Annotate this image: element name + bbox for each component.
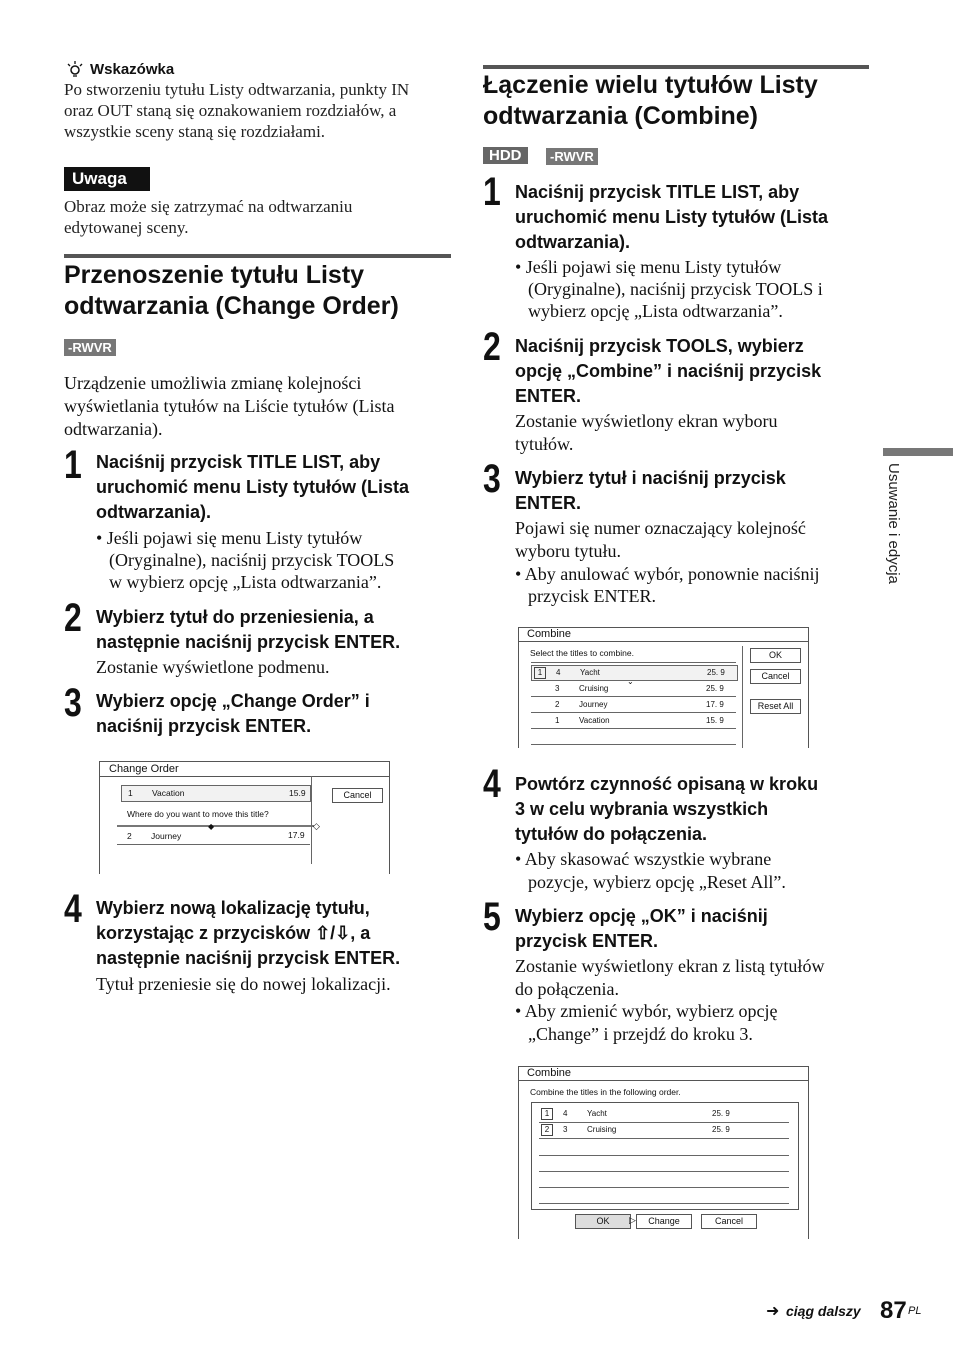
step-title: naciśnij przycisk ENTER.	[96, 716, 312, 736]
title-row[interactable]	[539, 1107, 789, 1123]
title-row[interactable]	[531, 697, 736, 713]
page-language: PL	[908, 1305, 922, 1317]
row-number: 2	[555, 700, 560, 709]
step-title: Naciśnij przycisk TITLE LIST, aby	[96, 452, 381, 472]
row-duration: 15.9	[289, 788, 306, 798]
bullet-line: • Aby skasować wszystkie wybrane	[515, 849, 772, 869]
page-number: 87	[880, 1297, 907, 1324]
tip-line: oraz OUT staną się oznakowaniem rozdziałów, a	[64, 101, 397, 120]
step-number: 1	[483, 170, 501, 214]
row-divider	[117, 844, 310, 845]
bullet-line: (Oryginalne), naciśnij przycisk TOOLS i	[528, 279, 823, 299]
move-question: Where do you want to move this title?	[127, 809, 269, 819]
combine-select-screen	[518, 627, 809, 748]
row-number: 3	[555, 684, 560, 693]
step-title: korzystając z przycisków ⇧/⇩, a	[96, 923, 371, 943]
step-number: 1	[64, 443, 82, 487]
step-body: Tytuł przeniesie się do nowej lokalizacji.	[96, 974, 391, 994]
instruction-text: Combine the titles in the following order.	[530, 1087, 681, 1097]
step-title: ENTER.	[515, 386, 582, 406]
step-title: Wybierz tytuł i naciśnij przycisk	[515, 468, 786, 488]
screen-title: Change Order	[109, 763, 179, 775]
step-number: 2	[483, 325, 501, 369]
step-number: 3	[483, 457, 501, 501]
step-number: 2	[64, 596, 82, 640]
section-title: odtwarzania (Change Order)	[64, 292, 399, 320]
bullet-line: w wybierz opcję „Lista odtwarzania”.	[109, 572, 382, 592]
panel-divider	[742, 646, 743, 748]
bullet-line: (Oryginalne), naciśnij przycisk TOOLS	[109, 550, 395, 570]
empty-row-line	[539, 1155, 789, 1156]
step-number: 4	[64, 887, 82, 931]
row-number: 4	[556, 668, 561, 677]
step-title: uruchomić menu Listy tytułów (Lista	[96, 477, 410, 497]
step-number: 4	[483, 762, 501, 806]
right-arrow-icon: ◇	[313, 821, 320, 831]
side-tab-label: Usuwanie i edycja	[885, 463, 902, 584]
cancel-button[interactable]: Cancel	[701, 1214, 757, 1229]
cursor-icon: ⌄	[627, 677, 634, 686]
title-row[interactable]	[121, 830, 309, 844]
row-duration: 15. 9	[706, 716, 724, 725]
continue-arrow-icon: ➜	[766, 1301, 780, 1320]
note-label: Uwaga	[64, 167, 150, 191]
section-rule	[483, 65, 869, 69]
step-body: Zostanie wyświetlony ekran wyboru	[515, 411, 778, 431]
section-rule	[64, 254, 451, 258]
step-title: 3 w celu wybrania wszystkich	[515, 799, 769, 819]
selected-title-row[interactable]	[121, 785, 311, 802]
section-title: odtwarzania (Combine)	[483, 102, 759, 130]
step-title: tytułów do połączenia.	[515, 824, 708, 844]
continued-text: ciąg dalszy	[786, 1303, 861, 1319]
bullet-line: • Aby anulować wybór, ponownie naciśnij	[515, 564, 820, 584]
step-title: odtwarzania).	[515, 232, 631, 252]
step-body: wyboru tytułu.	[515, 541, 621, 561]
row-number: 2	[127, 831, 132, 841]
intro-line: wyświetlania tytułów na Liście tytułów (Lista	[64, 396, 395, 416]
step-title: ENTER.	[515, 493, 582, 513]
insert-line	[117, 825, 314, 827]
step-title: Wybierz nową lokalizację tytułu,	[96, 898, 370, 918]
step-title: opcję „Combine” i naciśnij przycisk	[515, 361, 822, 381]
row-number: 1	[128, 788, 133, 798]
step-number: 3	[64, 681, 82, 725]
step-title: Naciśnij przycisk TOOLS, wybierz	[515, 336, 804, 356]
change-order-screen	[99, 761, 390, 874]
empty-row-line	[539, 1187, 789, 1188]
step-title: przycisk ENTER.	[515, 931, 659, 951]
screen-title: Combine	[527, 1067, 572, 1079]
row-name: Vacation	[579, 716, 610, 725]
tip-line: wszystkie sceny staną się rozdziałami.	[64, 122, 326, 141]
row-name: Yacht	[580, 668, 600, 677]
change-button[interactable]: Change	[636, 1214, 692, 1229]
panel-divider	[311, 776, 312, 864]
step-title: uruchomić menu Listy tytułów (Lista	[515, 207, 829, 227]
row-duration: 25. 9	[707, 668, 725, 677]
step-title: Wybierz opcję „Change Order” i	[96, 691, 370, 711]
selection-order: 1	[541, 1108, 553, 1120]
bullet-line: • Aby zmienić wybór, wybierz opcję	[515, 1001, 778, 1021]
bullet-line: „Change” i przejdź do kroku 3.	[528, 1024, 753, 1044]
bullet-line: wybierz opcję „Lista odtwarzania”.	[528, 301, 783, 321]
title-row[interactable]	[531, 681, 736, 697]
row-name: Cruising	[579, 684, 609, 693]
row-name: Vacation	[152, 788, 185, 798]
step-title: odtwarzania).	[96, 502, 212, 522]
tip-heading: Wskazówka	[90, 61, 175, 78]
ok-button[interactable]: OK	[575, 1214, 631, 1229]
cancel-button[interactable]: Cancel	[750, 669, 801, 684]
intro-line: Urządzenie umożliwia zmianę kolejności	[64, 373, 362, 393]
rwvr-badge: -RWVR	[64, 339, 116, 356]
step-title: następnie naciśnij przycisk ENTER.	[96, 632, 401, 652]
step-title: następnie naciśnij przycisk ENTER.	[96, 948, 401, 968]
empty-row-line	[539, 1203, 789, 1204]
step-number: 5	[483, 895, 501, 939]
step-body: do połączenia.	[515, 979, 619, 999]
note-line: edytowanej sceny.	[64, 218, 189, 237]
screen-header-line	[519, 641, 808, 642]
bullet-line: przycisk ENTER.	[528, 586, 656, 606]
cancel-button[interactable]: Cancel	[332, 788, 383, 803]
combine-order-screen	[518, 1066, 809, 1239]
screen-header-line	[100, 776, 389, 777]
ok-button[interactable]: OK	[750, 648, 801, 663]
intro-line: odtwarzania).	[64, 419, 163, 439]
row-name: Journey	[579, 700, 608, 709]
step-body: Zostanie wyświetlone podmenu.	[96, 657, 330, 677]
step-title: Wybierz opcję „OK” i naciśnij	[515, 906, 768, 926]
bullet-line: pozycje, wybierz opcję „Reset All”.	[528, 872, 786, 892]
screen-header-line	[519, 1080, 808, 1081]
row-name: Yacht	[587, 1109, 607, 1118]
title-row[interactable]	[531, 713, 736, 729]
up-arrow-icon: ◆	[208, 822, 215, 831]
selection-order: 2	[541, 1124, 553, 1136]
row-duration: 17. 9	[706, 700, 724, 709]
row-divider	[531, 744, 736, 745]
selected-title-row[interactable]	[531, 665, 738, 681]
step-title: Wybierz tytuł do przeniesienia, a	[96, 607, 374, 627]
row-number: 1	[555, 716, 560, 725]
bullet-line: • Jeśli pojawi się menu Listy tytułów	[96, 528, 363, 548]
step-body: tytułów.	[515, 434, 574, 454]
reset-all-button[interactable]: Reset All	[750, 699, 801, 714]
section-title: Łączenie wielu tytułów Listy	[483, 71, 818, 99]
rwvr-badge: -RWVR	[546, 148, 598, 165]
row-number: 4	[563, 1109, 568, 1118]
row-divider	[531, 662, 736, 663]
step-title: Powtórz czynność opisaną w kroku	[515, 774, 819, 794]
note-line: Obraz może się zatrzymać na odtwarzaniu	[64, 197, 353, 216]
step-title: Naciśnij przycisk TITLE LIST, aby	[515, 182, 800, 202]
row-name: Cruising	[587, 1125, 617, 1134]
step-body: Pojawi się numer oznaczający kolejność	[515, 518, 806, 538]
row-duration: 25. 9	[712, 1109, 730, 1118]
row-duration: 25. 9	[712, 1125, 730, 1134]
section-title: Przenoszenie tytułu Listy	[64, 261, 365, 289]
title-row[interactable]	[539, 1123, 789, 1139]
selection-order: 1	[534, 667, 546, 679]
cursor-icon: ▷	[629, 1215, 636, 1225]
tip-line: Po stworzeniu tytułu Listy odtwarzania, punkty IN	[64, 80, 410, 99]
side-tab	[883, 448, 953, 456]
step-body: Zostanie wyświetlony ekran z listą tytułów	[515, 956, 825, 976]
screen-title: Combine	[527, 628, 572, 640]
hdd-badge: HDD	[483, 147, 528, 164]
row-number: 3	[563, 1125, 568, 1134]
row-duration: 17.9	[288, 830, 305, 840]
empty-row-line	[539, 1171, 789, 1172]
instruction-text: Select the titles to combine.	[530, 648, 634, 658]
row-name: Journey	[151, 831, 182, 841]
row-duration: 25. 9	[706, 684, 724, 693]
bullet-line: • Jeśli pojawi się menu Listy tytułów	[515, 257, 782, 277]
